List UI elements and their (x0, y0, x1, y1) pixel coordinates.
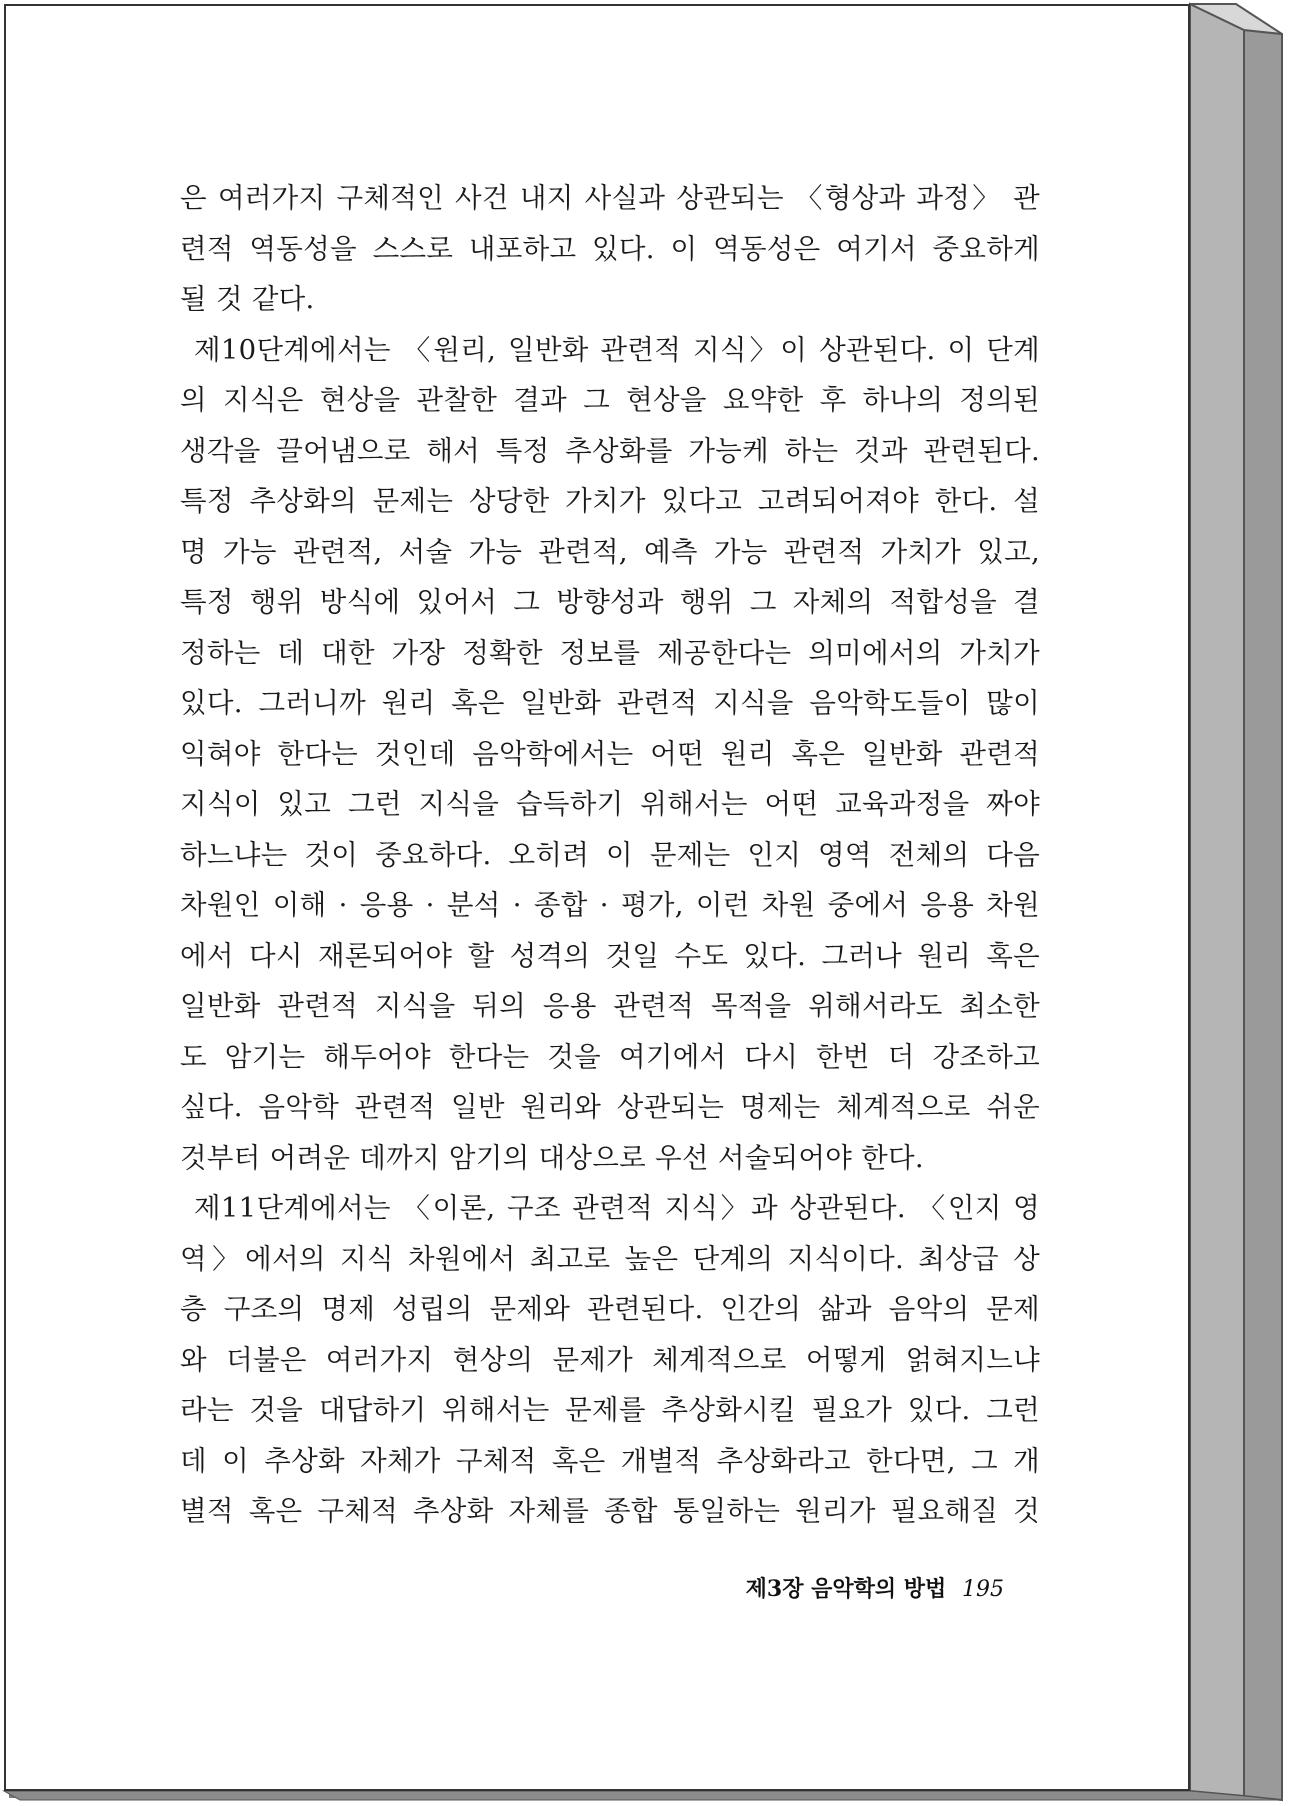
text-line: 것부터 어려운 데까지 암기의 대상으로 우선 서술되어야 한다. (180, 1141, 924, 1174)
text-line: 의 지식은 현상을 관찰한 결과 그 현상을 요약한 후 하나의 정의된 (180, 384, 1040, 416)
page-number: 195 (962, 1577, 1004, 1602)
text-line: 될 것 같다. (180, 283, 315, 315)
text-line: 특정 추상화의 문제는 상당한 가치가 있다고 고려되어져야 한다. 설 (180, 485, 1040, 517)
text-line: 에서 다시 재론되어야 할 성격의 것일 수도 있다. 그러나 원리 혹은 (180, 939, 1040, 972)
text-line: 차원인 이해 · 응용 · 분석 · 종합 · 평가, 이런 차원 중에서 응용 차원 (180, 889, 1040, 921)
text-line: 일반화 관련적 지식을 뒤의 응용 관련적 목적을 위해서라도 최소한 (180, 990, 1040, 1022)
chapter-running-head: 제3장 음악학의 방법 (745, 1576, 947, 1602)
text-line: 제10단계에서는 〈원리, 일반화 관련적 지식〉이 상관된다. 이 단계 (194, 333, 1040, 366)
text-line: 생각을 끌어냄으로 해서 특정 추상화를 가능케 하는 것과 관련된다. (180, 434, 1040, 467)
text-line: 제11단계에서는 〈이론, 구조 관련적 지식〉과 상관된다. 〈인지 영 (194, 1192, 1040, 1224)
text-line: 명 가능 관련적, 서술 가능 관련적, 예측 가능 관련적 가치가 있고, (180, 535, 1040, 568)
text-line: 와 더불은 여러가지 현상의 문제가 체계적으로 어떻게 얽혀지느냐 (180, 1343, 1040, 1376)
text-line: 은 여러가지 구체적인 사건 내지 사실과 상관되는 〈형상과 과정〉 관 (180, 182, 1040, 214)
text-line: 역〉에서의 지식 차원에서 최고로 높은 단계의 지식이다. 최상급 상 (180, 1242, 1040, 1275)
text-line: 별적 혹은 구체적 추상화 자체를 종합 통일하는 원리가 필요해질 것 (180, 1495, 1040, 1527)
text-line: 특정 행위 방식에 있어서 그 방향성과 행위 그 자체의 적합성을 결 (180, 586, 1040, 618)
text-line: 싶다. 음악학 관련적 일반 원리와 상관되는 명제는 체계적으로 쉬운 (180, 1091, 1040, 1123)
text-line: 있다. 그러니까 원리 혹은 일반화 관련적 지식을 음악학도들이 많이 (180, 687, 1040, 719)
text-line: 층 구조의 명제 성립의 문제와 관련된다. 인간의 삶과 음악의 문제 (180, 1293, 1040, 1325)
text-line: 라는 것을 대답하기 위해서는 문제를 추상화시킬 필요가 있다. 그런 (180, 1394, 1040, 1426)
page-footer (746, 1572, 1004, 1603)
text-line: 데 이 추상화 자체가 구체적 혹은 개별적 추상화라고 한다면, 그 개 (180, 1444, 1040, 1477)
text-line: 정하는 데 대한 가장 정확한 정보를 제공한다는 의미에서의 가치가 (180, 636, 1040, 669)
body-text (180, 173, 1040, 1537)
text-line: 익혀야 한다는 것인데 음악학에서는 어떤 원리 혹은 일반화 관련적 (180, 737, 1040, 770)
text-line: 도 암기는 해두어야 한다는 것을 여기에서 다시 한번 더 강조하고 (180, 1040, 1040, 1073)
text-line: 련적 역동성을 스스로 내포하고 있다. 이 역동성은 여기서 중요하게 (180, 232, 1040, 265)
text-line: 지식이 있고 그런 지식을 습득하기 위해서는 어떤 교육과정을 짜야 (180, 788, 1040, 820)
text-line: 하느냐는 것이 중요하다. 오히려 이 문제는 인지 영역 전체의 다음 (180, 838, 1040, 871)
